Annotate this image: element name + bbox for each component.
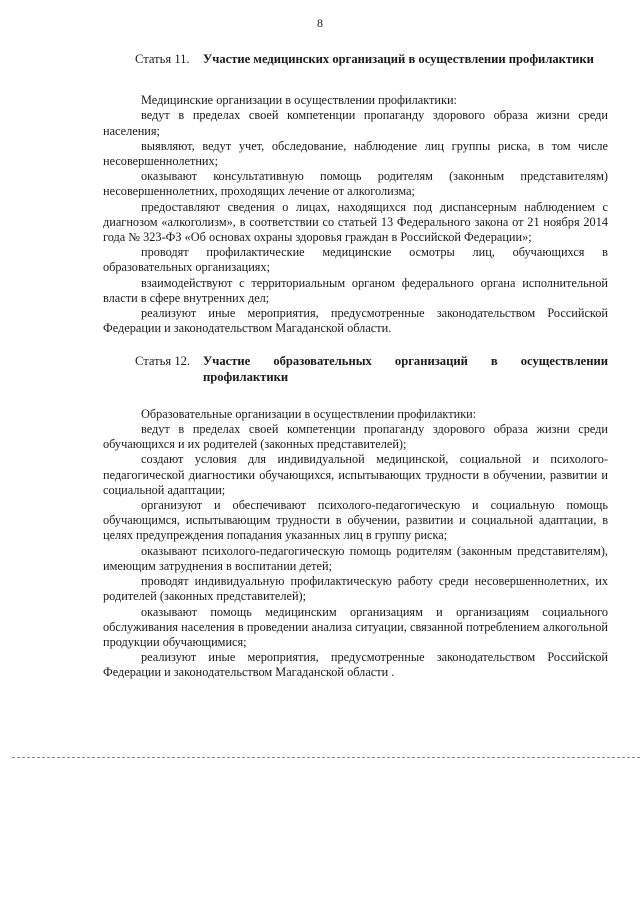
document-body bbox=[103, 52, 608, 681]
list-item: реализуют иные мероприятия, предусмотренные законодательством Российской Федерации и законодательством Магаданской области. bbox=[103, 306, 608, 336]
list-item: ведут в пределах своей компетенции пропаганду здорового образа жизни среди населения; bbox=[103, 108, 608, 138]
article-heading bbox=[103, 52, 608, 67]
list-item: реализуют иные мероприятия, предусмотренные законодательством Российской Федерации и законодательством Магаданской области . bbox=[103, 650, 608, 680]
article-number: Статья 12. bbox=[135, 354, 191, 369]
article-11 bbox=[103, 52, 608, 336]
page-number: 8 bbox=[317, 16, 323, 30]
article-12 bbox=[103, 354, 608, 680]
article-title: Участие медицинских организаций в осуществлении профилактики bbox=[203, 52, 594, 66]
list-item: создают условия для индивидуальной медицинской, социальной и психолого-педагогической диагностики обучающихся, испытывающих трудности в обучении, развитии и социальной адаптации; bbox=[103, 452, 608, 497]
list-item: ведут в пределах своей компетенции пропаганду здорового образа жизни среди обучающихся и их родителей (законных представителей); bbox=[103, 422, 608, 452]
list-item: взаимодействуют с территориальным органом федерального органа исполнительной власти в сфере внутренних дел; bbox=[103, 275, 608, 305]
list-item: проводят профилактические медицинские осмотры лиц, обучающихся в образовательных организациях; bbox=[103, 245, 608, 275]
list-item: предоставляют сведения о лицах, находящихся под диспансерным наблюдением с диагнозом «алкоголизм», в соответствии со статьей 13 Федерального закона от 21 ноября 2014 года № 323-ФЗ «Об основах охраны здоровья граждан в Российской Федерации»; bbox=[103, 199, 608, 245]
list-item: оказывают помощь медицинским организациям и организациям социального обслуживания населения в проведении анализа ситуации, связанной потреблением алкогольной продукции обучающимися; bbox=[103, 604, 608, 649]
list-item: организуют и обеспечивают психолого-педагогическую и социальную помощь обучающимся, испытывающим трудности в обучении, развитии и социальной адаптации, в целях предупреждения попадания указанных лиц в группу риска; bbox=[103, 498, 608, 543]
article-title: Участие образовательных организаций в осуществлении профилактики bbox=[203, 354, 608, 384]
list-item: проводят индивидуальную профилактическую работу среди несовершеннолетних, их родителей (законных представителей); bbox=[103, 574, 608, 604]
list-item: оказывают консультативную помощь родителям (законным представителям) несовершеннолетних, проходящих лечение от алкоголизма; bbox=[103, 169, 608, 199]
article-intro: Медицинские организации в осуществлении профилактики: bbox=[141, 93, 457, 108]
article-intro: Образовательные организации в осуществлении профилактики: bbox=[141, 406, 477, 421]
list-item: оказывают психолого-педагогическую помощь родителям (законным представителям), имеющим затруднения в воспитании детей; bbox=[103, 543, 608, 573]
page-divider bbox=[12, 757, 640, 758]
article-heading bbox=[103, 354, 608, 384]
article-number: Статья 11. bbox=[135, 52, 190, 66]
list-item: выявляют, ведут учет, обследование, наблюдение лиц группы риска, в том числе несовершеннолетних; bbox=[103, 138, 608, 169]
